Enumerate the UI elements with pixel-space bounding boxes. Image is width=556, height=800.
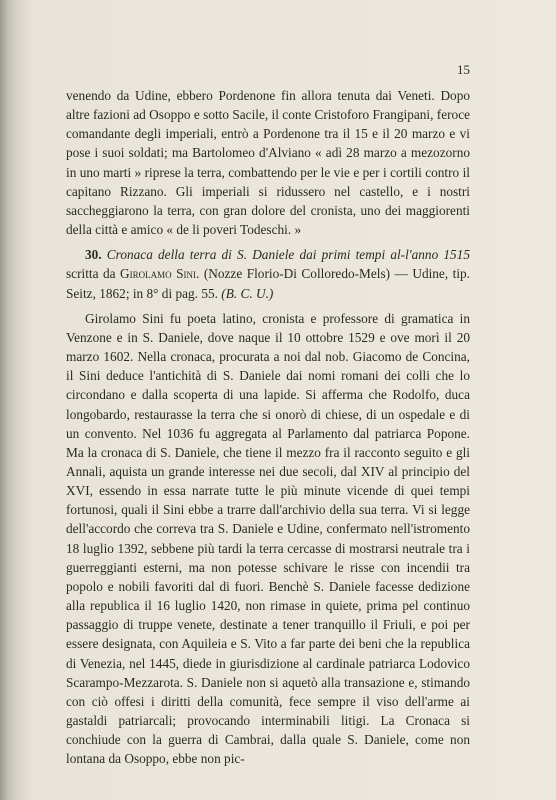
paragraph-description: Girolamo Sini fu poeta latino, cronista e professore di gramatica in Venzone e in S. Daniele, dove naque il 10 ottobre 1529 e ove morì il 20 marzo 1602. Nella cronaca, procurata a noi dal nob. Giacomo de Concina, il Sini deduce l'antichità di S. Daniele dai nomi romani dei colli che lo circondano e dalla scoperta di una lapide. Si afferma che Rodolfo, duca longobardo, restaurasse la terra che si onorò di chiese, di un ospedale e di un convento. Nel 1036 fu aggregata al Parlamento dal patriarca Popone. Ma la cronaca di S. Daniele, che tiene il mezzo fra il racconto seguito e gli Annali, aquista un grande interesse nei due secoli, dal XIV al principio del XVI, essendo in essa narrate tutte le più minute vicende di quei tempi fortunosi, quali il Sini ebbe a trarre dall'archivio della sua terra. Vi si legge dell'accordo che correva tra S. Daniele e Udine, confermato nell'istromento 18 luglio 1392, sebbene più tardi la terra cercasse di mostrarsi neutrale tra i guerreggianti esterni, ma non potesse schivare le risse con incendii tra popolo e nobili favoriti dal di fuori. Benchè S. Daniele facesse dedizione alla republica il 16 luglio 1420, non rimase in quiete, prima pel continuo passaggio di truppe venete, destinate a tener tranquillo il Friuli, e poi per essere designata, con Aquileia e S. Vito a far parte dei beni che la republica di Venezia, nel 1445, diede in giurisdizione al cardinale patriarca Lodovico Scarampo-Mezzarota. S. Daniele non si aquetò alla transazione e, stimando con ciò offesi i diritti della comunità, fece sempre il viso dell'arme ai gastaldi patriarcali; provocando interminabili litigi. La Cronaca si conchiude con la guerra di Cambrai, dalla quale S. Daniele, come non lontana da Osoppo, ebbe non pic-: [66, 310, 470, 767]
entry-number: 30.: [85, 247, 102, 263]
page-number: 15: [457, 62, 470, 77]
body-text: [66, 86, 470, 768]
entry-title: Cronaca della terra di S. Daniele dai primi tempi al-l'anno 1515: [106, 247, 470, 263]
entry-reference: (B. C. U.): [221, 285, 274, 301]
bibliography-entry: [66, 245, 470, 302]
entry-publication: (Nozze Florio-Di Colloredo-Mels) — Udine, tip. Seitz, 1862; in 8° di pag. 55.: [66, 266, 471, 301]
entry-author: Girolamo Sini.: [120, 266, 200, 282]
entry-written-by: scritta da: [66, 266, 116, 282]
paragraph-continuation: venendo da Udine, ebbero Pordenone fin allora tenuta dai Veneti. Dopo altre fazioni ad Osoppo e sotto Sacile, il conte Cristoforo Frangipani, feroce comandante degli imperiali, entrò a Pordenone tra il 15 e il 20 marzo e vi pose i suoi soldati; ma Bartolomeo d'Alviano « adì 28 marzo a mezozorno in uno marti » riprese la terra, combattendo per le vie e per i cortili contro il capitano Rizzano. Gli imperiali si ridussero nel castello, e i nostri saccheggiarono la terra, con gran dolore del cronista, uno dei maggiorenti della città e amico « de li poveri Todeschi. »: [66, 88, 470, 238]
